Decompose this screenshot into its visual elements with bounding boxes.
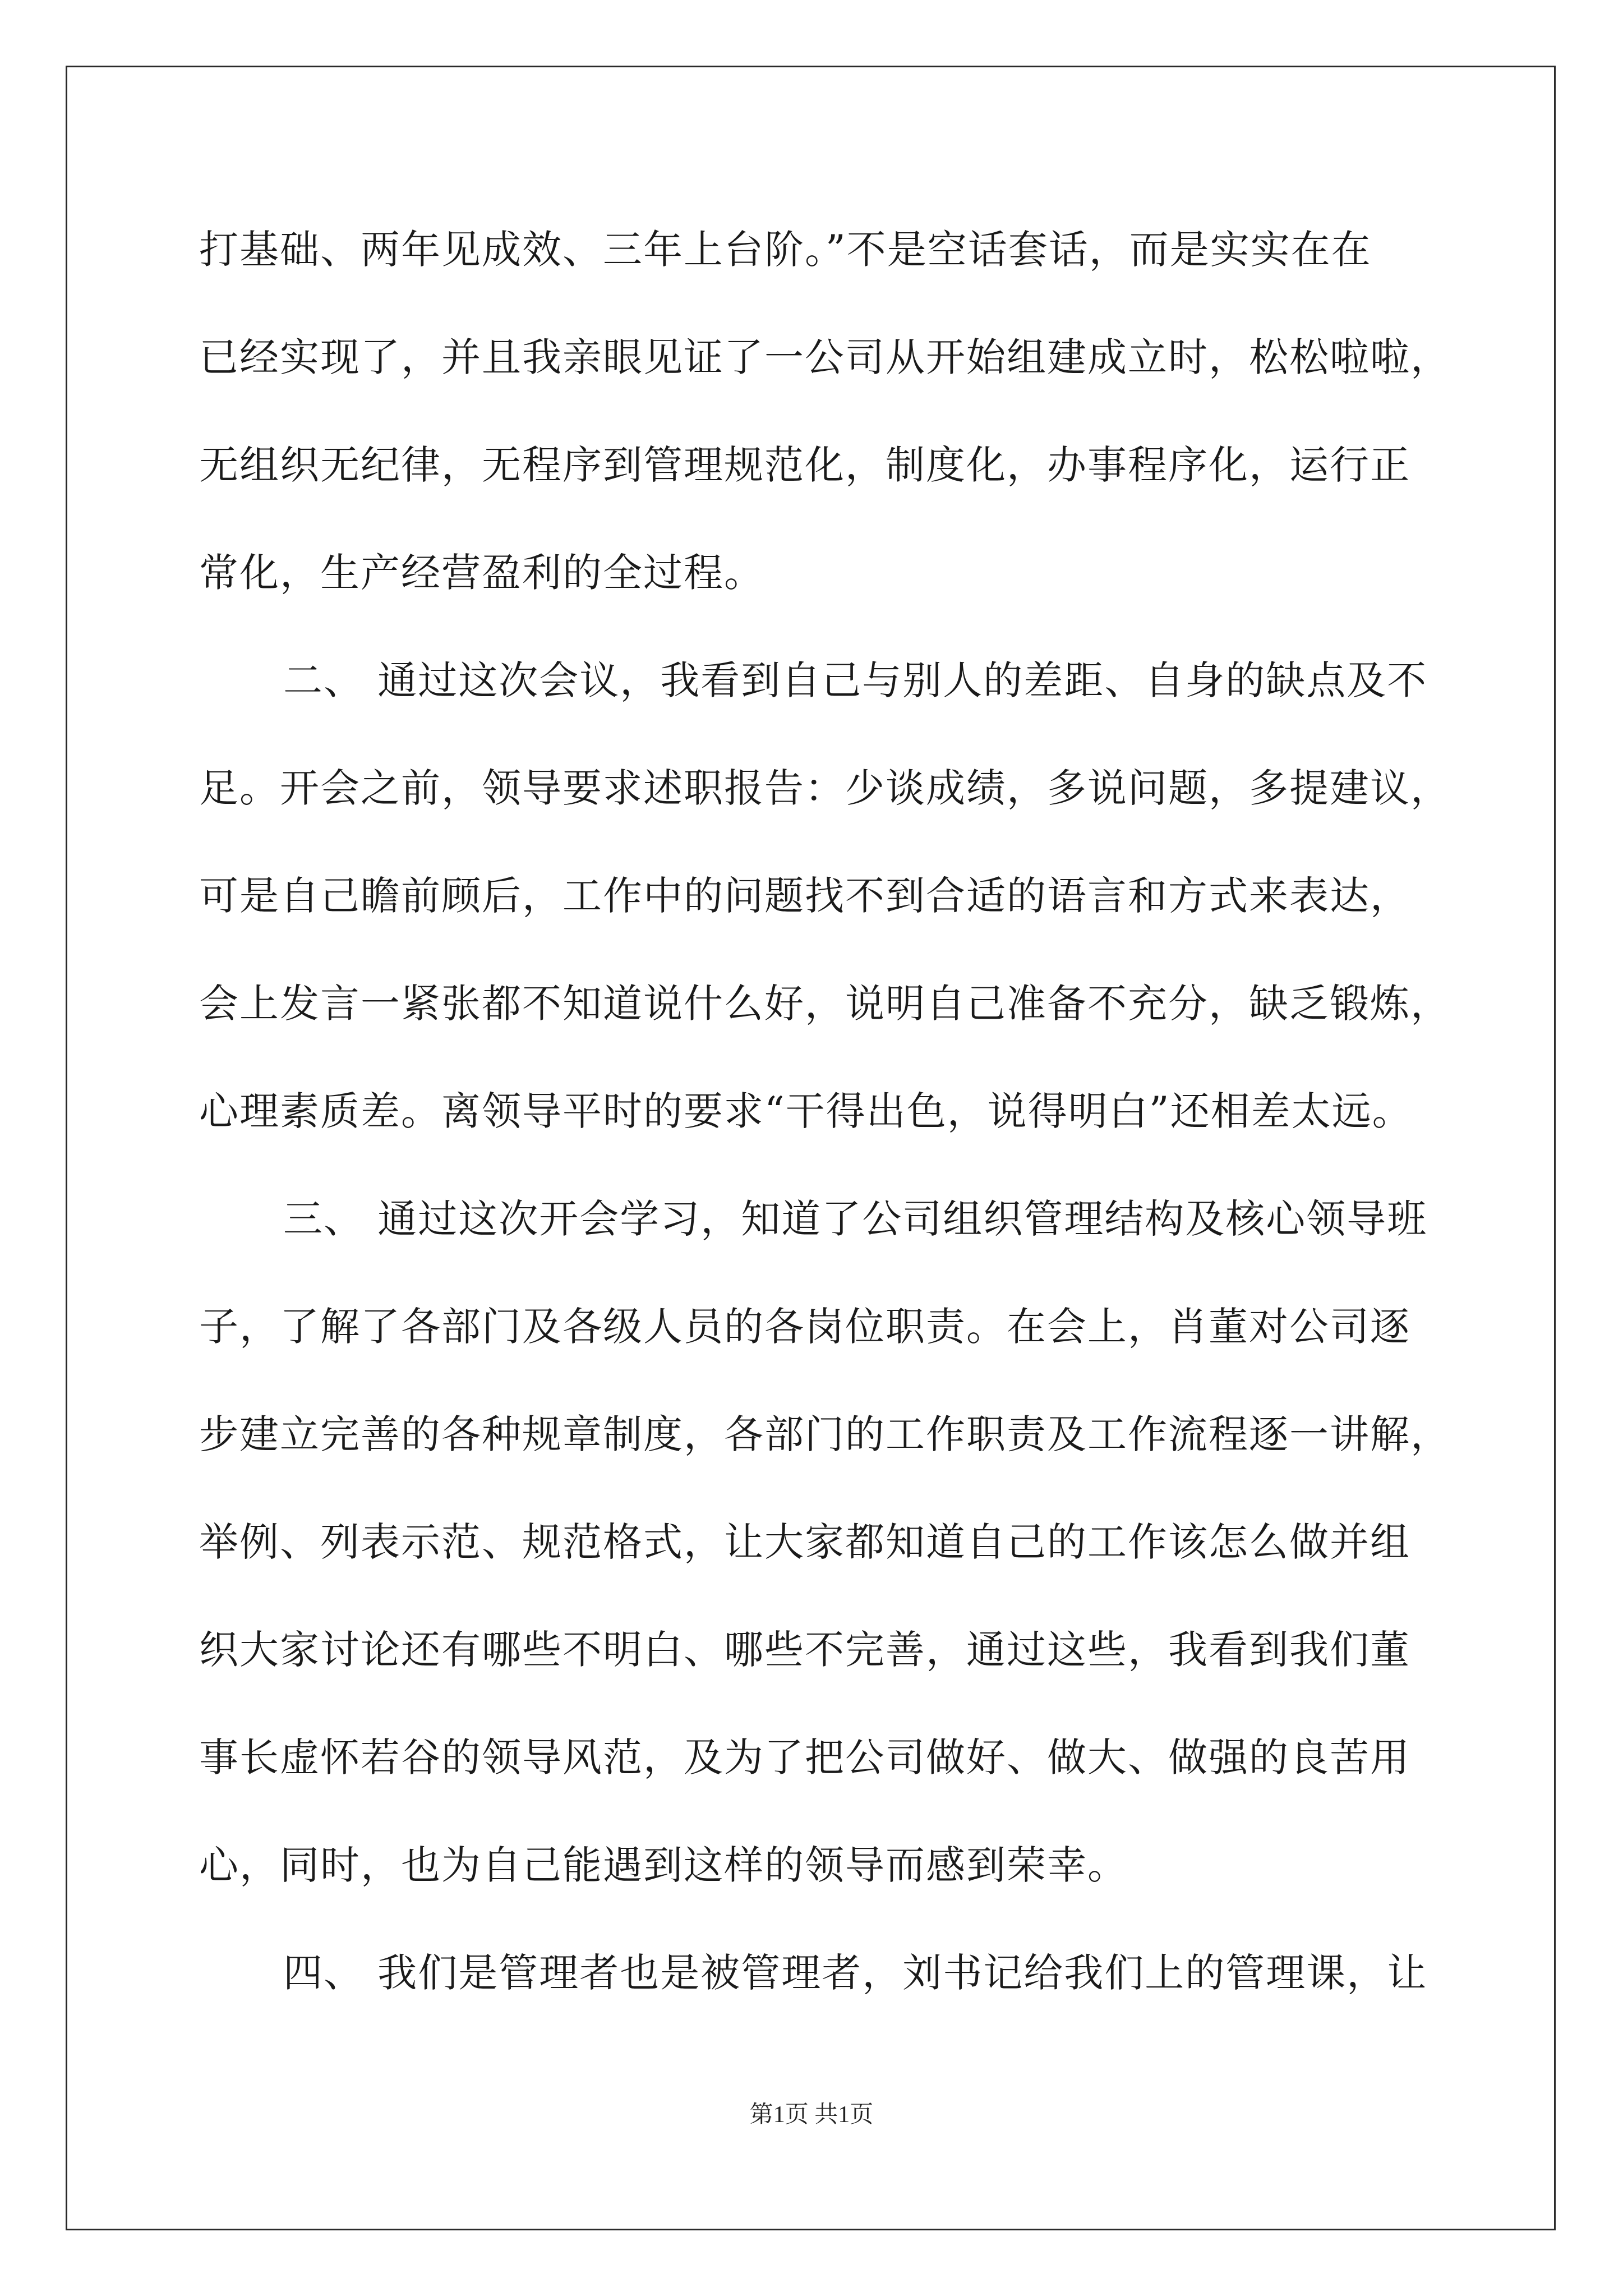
text-line: 举例、列表示范、规范格式，让大家都知道自己的工作该怎么做并组 — [199, 1519, 1410, 1565]
page-border — [66, 66, 1556, 2230]
text-line: 事长虚怀若谷的领导风范，及为了把公司做好、做大、做强的良苦用 — [199, 1734, 1410, 1780]
section-heading-line: 四、 我们是管理者也是被管理者，刘书记给我们上的管理课，让 — [283, 1950, 1428, 1996]
text-line: 心，同时，也为自己能遇到这样的领导而感到荣幸。 — [199, 1842, 1128, 1888]
text-line: 步建立完善的各种规章制度，各部门的工作职责及工作流程逐一讲解， — [199, 1411, 1451, 1457]
text-line: 无组织无纪律，无程序到管理规范化，制度化，办事程序化，运行正 — [199, 442, 1410, 488]
text-line: 心理素质差。离领导平时的要求“干得出色，说得明白”还相差太远。 — [199, 1088, 1413, 1134]
text-line: 子，了解了各部门及各级人员的各岗位职责。在会上，肖董对公司逐 — [199, 1304, 1410, 1350]
text-line: 足。开会之前，领导要求述职报告：少谈成绩，多说问题，多提建议， — [199, 765, 1451, 811]
text-line: 打基础、两年见成效、三年上台阶。”不是空话套话，而是实实在在 — [199, 227, 1372, 273]
section-heading-line: 三、 通过这次开会学习，知道了公司组织管理结构及核心领导班 — [283, 1196, 1428, 1242]
text-line: 可是自己瞻前顾后，工作中的问题找不到合适的语言和方式来表达， — [199, 873, 1410, 919]
text-line: 已经实现了，并且我亲眼见证了一公司从开始组建成立时，松松啦啦， — [199, 334, 1451, 380]
section-heading-line: 二、 通过这次会议，我看到自己与别人的差距、自身的缺点及不 — [283, 657, 1428, 703]
text-line: 织大家讨论还有哪些不明白、哪些不完善，通过这些，我看到我们董 — [199, 1627, 1410, 1673]
page-footer: 第1页 共1页 — [749, 2102, 874, 2128]
text-line: 会上发言一紧张都不知道说什么好，说明自己准备不充分，缺乏锻炼， — [199, 981, 1451, 1027]
text-line: 常化，生产经营盈利的全过程。 — [199, 550, 764, 596]
